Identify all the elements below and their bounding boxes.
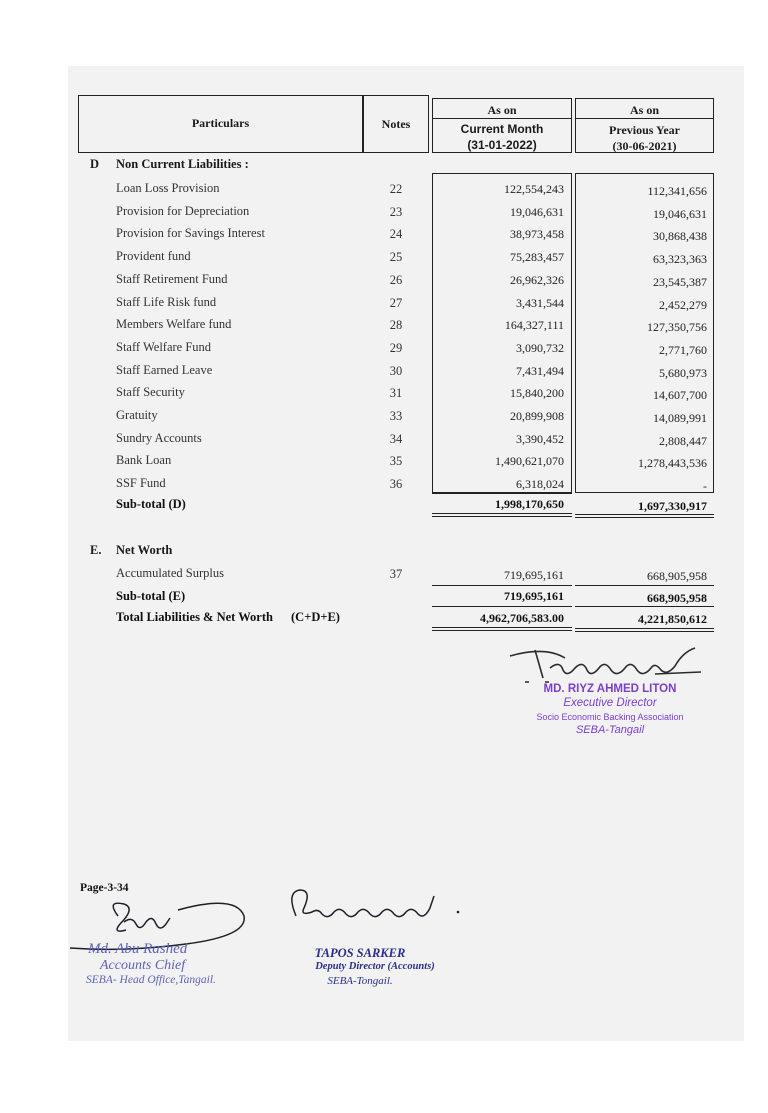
total-previous: 4,221,850,612 <box>638 612 707 626</box>
subtotal-d-current: 1,998,170,650 <box>495 497 564 511</box>
row-previous-value: 2,771,760 <box>659 343 707 357</box>
row-note: 31 <box>389 386 403 400</box>
row-current-value: 38,973,458 <box>510 227 564 241</box>
section-e-title: Net Worth <box>116 543 173 557</box>
director-signature-scribble <box>505 638 705 686</box>
deputy-place: SEBA-Tongail. <box>327 975 393 987</box>
header-current-as-on: As on <box>487 103 517 117</box>
deputy-name: TAPOS SARKER <box>314 946 406 960</box>
ssf-underline-current <box>432 493 572 494</box>
surplus-underline-current <box>432 585 572 586</box>
accumulated-surplus-current: 719,695,161 <box>504 568 564 582</box>
row-previous-value: 1,278,443,536 <box>638 456 707 470</box>
row-note: 26 <box>389 273 403 287</box>
row-previous-value: 63,323,363 <box>653 252 707 266</box>
header-previous-label: Previous Year <box>609 123 680 137</box>
row-previous-value: 14,607,700 <box>653 388 707 402</box>
subtotal-d-underline-previous-2 <box>575 517 714 518</box>
accumulated-surplus-label: Accumulated Surplus <box>116 566 224 580</box>
header-current-date: (31-01-2022) <box>467 138 537 152</box>
row-note: 29 <box>389 341 403 355</box>
row-current-value: 164,327,111 <box>504 318 564 332</box>
deputy-signature-scribble <box>286 886 476 926</box>
row-previous-value: 5,680,973 <box>659 366 707 380</box>
row-label: Staff Life Risk fund <box>116 295 217 309</box>
accounts-name: Md. Abu Rashed <box>88 941 188 957</box>
row-label: Staff Earned Leave <box>116 363 213 377</box>
section-d-title: Non Current Liabilities : <box>116 157 249 171</box>
row-current-value: 7,431,494 <box>516 364 564 378</box>
row-previous-value: 30,868,438 <box>653 229 707 243</box>
subtotal-e-label: Sub-total (E) <box>116 589 186 603</box>
surplus-underline-previous <box>575 585 714 586</box>
row-previous-value: 23,545,387 <box>653 275 707 289</box>
row-label: SSF Fund <box>116 476 166 490</box>
subtotal-d-underline-previous-1 <box>575 514 714 515</box>
subtotal-d-underline-current-2 <box>432 516 572 517</box>
row-previous-value: 19,046,631 <box>653 207 707 221</box>
subtotal-d-underline-current-1 <box>432 513 572 514</box>
row-label: Provision for Depreciation <box>116 204 250 218</box>
row-note: 34 <box>389 432 403 446</box>
row-current-value: 3,390,452 <box>516 432 564 446</box>
total-underline-current-1 <box>432 627 572 628</box>
row-previous-value: 14,089,991 <box>653 411 707 425</box>
deputy-title: Deputy Director (Accounts) <box>315 961 435 972</box>
subtotal-e-underline-current <box>432 606 572 607</box>
header-previous-as-on: As on <box>629 103 659 117</box>
row-current-value: 3,090,732 <box>516 341 564 355</box>
accounts-place: SEBA- Head Office,Tangail. <box>86 974 216 986</box>
row-label: Staff Welfare Fund <box>116 340 212 354</box>
subtotal-e-previous: 668,905,958 <box>647 591 707 605</box>
section-e-letter: E. <box>90 543 102 557</box>
row-label: Sundry Accounts <box>116 431 202 445</box>
total-current: 4,962,706,583.00 <box>480 611 564 625</box>
row-label: Loan Loss Provision <box>116 181 220 195</box>
row-label: Provident fund <box>116 249 191 263</box>
director-name: MD. RIYZ AHMED LITON <box>543 683 677 695</box>
row-note: 30 <box>389 364 403 378</box>
row-label: Staff Retirement Fund <box>116 272 228 286</box>
row-current-value: 20,899,908 <box>510 409 564 423</box>
row-current-value: 15,840,200 <box>510 386 564 400</box>
accounts-title: Accounts Chief <box>100 958 186 973</box>
row-label: Bank Loan <box>116 453 172 467</box>
row-current-value: 26,962,326 <box>510 273 564 287</box>
director-title: Executive Director <box>563 697 657 709</box>
header-particulars: Particulars <box>191 116 250 130</box>
row-note: 35 <box>389 454 403 468</box>
accumulated-surplus-note: 37 <box>389 567 403 581</box>
row-note: 22 <box>389 182 403 196</box>
row-previous-value: 2,452,279 <box>659 298 707 312</box>
row-current-value: 75,283,457 <box>510 250 564 264</box>
row-current-value: 1,490,621,070 <box>495 454 564 468</box>
total-underline-current-2 <box>432 630 572 631</box>
subtotal-e-current: 719,695,161 <box>504 589 564 603</box>
header-previous-divider <box>575 118 714 119</box>
row-note: 25 <box>389 250 403 264</box>
row-label: Staff Security <box>116 385 185 399</box>
director-org: Socio Economic Backing Association <box>536 712 684 722</box>
row-note: 24 <box>389 227 403 241</box>
row-previous-value: 112,341,656 <box>647 184 707 198</box>
row-previous-value: - <box>703 479 707 493</box>
header-current-label: Current Month <box>460 122 544 136</box>
row-current-value: 19,046,631 <box>510 205 564 219</box>
row-label: Gratuity <box>116 408 158 422</box>
director-place: SEBA-Tangail <box>575 724 645 736</box>
page-number: Page-3-34 <box>80 882 129 894</box>
row-note: 33 <box>389 409 403 423</box>
total-underline-previous-1 <box>575 628 714 629</box>
subtotal-d-label: Sub-total (D) <box>116 497 186 511</box>
subtotal-d-previous: 1,697,330,917 <box>638 499 707 513</box>
accumulated-surplus-previous: 668,905,958 <box>647 569 707 583</box>
row-label: Provision for Savings Interest <box>116 226 265 240</box>
header-current-divider <box>432 118 572 119</box>
row-note: 27 <box>389 296 403 310</box>
row-current-value: 3,431,544 <box>516 296 564 310</box>
row-previous-value: 2,808,447 <box>659 434 707 448</box>
section-d-letter: D <box>90 157 100 171</box>
row-current-value: 6,318,024 <box>516 477 564 491</box>
subtotal-e-underline-previous <box>575 606 714 607</box>
row-label: Members Welfare fund <box>116 317 232 331</box>
row-current-value: 122,554,243 <box>504 182 564 196</box>
header-previous-date: (30-06-2021) <box>612 139 677 153</box>
total-label: Total Liabilities & Net Worth <box>116 610 273 624</box>
row-previous-value: 127,350,756 <box>647 320 707 334</box>
total-underline-previous-2 <box>575 631 714 632</box>
row-note: 36 <box>389 477 403 491</box>
row-note: 23 <box>389 205 403 219</box>
total-formula: (C+D+E) <box>291 610 340 624</box>
row-note: 28 <box>389 318 403 332</box>
header-notes: Notes <box>381 117 411 131</box>
